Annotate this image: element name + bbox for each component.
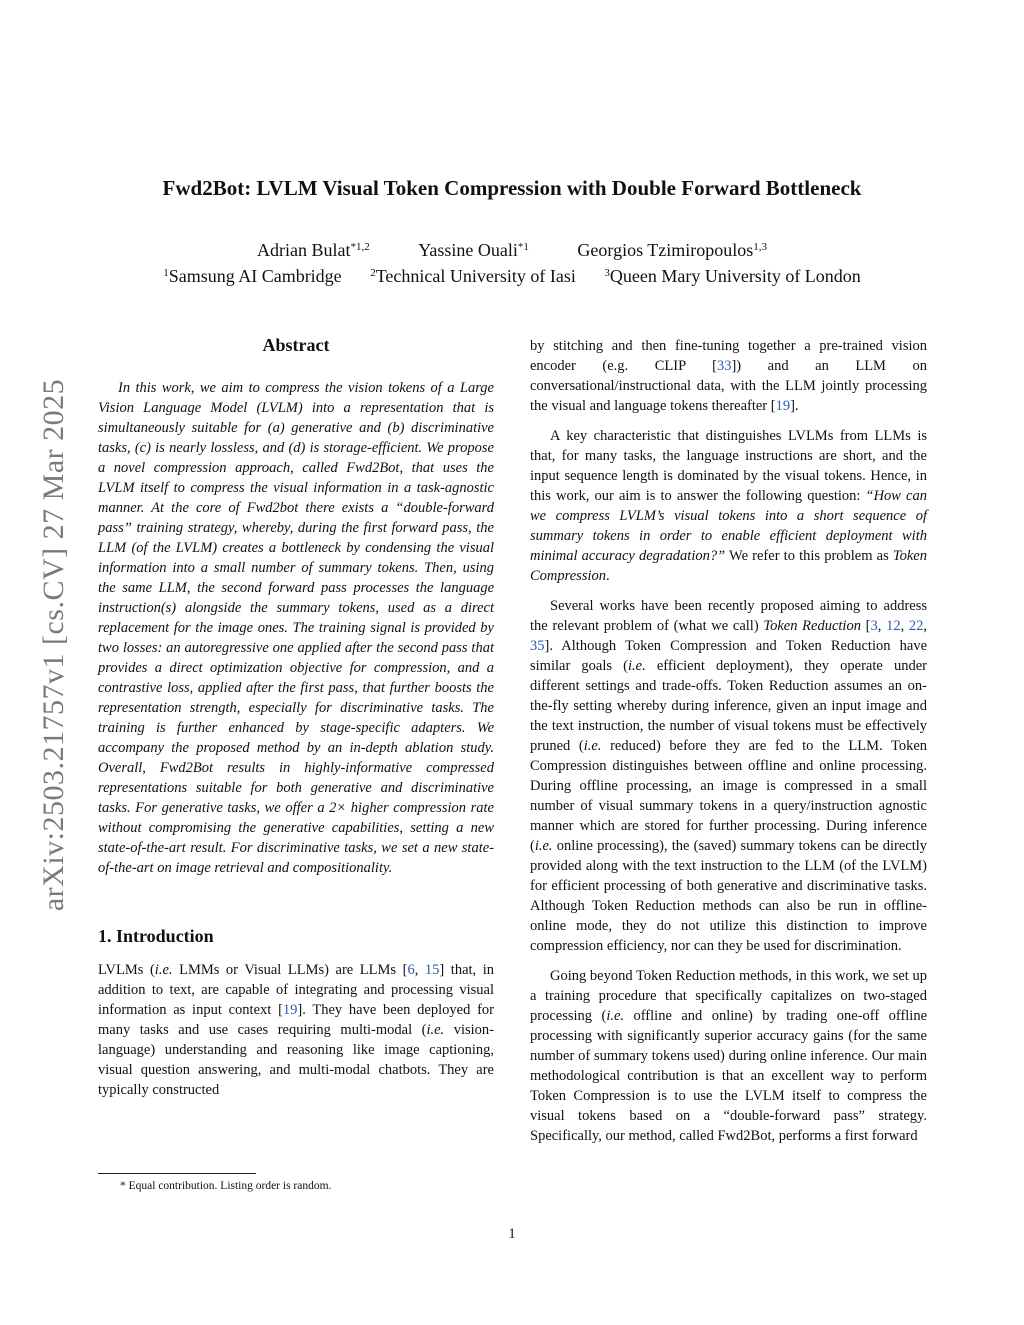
- page-number: 1: [508, 1226, 516, 1242]
- abstract-heading: Abstract: [262, 335, 330, 355]
- citation-link[interactable]: 35: [530, 638, 545, 654]
- body-paragraph: by stitching and then fine-tuning together a pre-trained vision encoder (e.g. CLIP [33]) and an LLM on conversational/instructional data, with the LLM jointly processing the visual and language tokens thereafter [19].: [530, 338, 927, 414]
- body-paragraph: Going beyond Token Reduction methods, in this work, we set up a training procedure that specifically capitalizes on two-staged processing (i.e. offline and online) by trading one-off offline processing with significantly superior accuracy gains (for the same number of summary tokens used) during online inference. Our main methodological contribution is that an excellent way to perform Token Compression is to use the LVLM itself to compress the visual tokens based on a “double-forward pass” strategy. Specifically, our method, called Fwd2Bot, performs a first forward: [530, 968, 928, 1144]
- paper-title: Fwd2Bot: LVLM Visual Token Compression with Double Forward Bottleneck: [162, 176, 862, 200]
- affiliation: $^3$Queen Mary University of London: [604, 266, 861, 286]
- affiliation: $^2$Technical University of Iasi: [370, 266, 576, 286]
- section-heading-introduction: 1. Introduction: [98, 926, 214, 946]
- abstract-text: In this work, we aim to compress the vision tokens of a Large Vision Language Model (LVLM) into a representation that is simultaneously suitable for (a) generative and (b) discriminative tasks, (c) is nearly lossless, and (d) is storage-efficient. We propose a novel compression approach, called Fwd2Bot, that uses the LVLM itself to compress the visual information in a task-agnostic manner. At the core of Fwd2bot there exists a “double-forward pass” training strategy, whereby, during the first forward pass, the LLM (of the LVLM) creates a bottleneck by condensing the visual information into a small number of summary tokens. Then, using the same LLM, the second forward pass processes the language instruction(s) alongside the summary tokens, used as a direct replacement for the image ones. The training signal is provided by two losses: an autoregressive one applied after the second pass that provides a direct optimization objective for compression, and a contrastive loss, applied after the first pass, that further boosts the representation strength, especially for discriminative tasks. The training is further enhanced by stage-specific adapters. We accompany the proposed method by an in-depth ablation study. Overall, Fwd2Bot results in highly-informative compressed representations suitable for both generative and discriminative tasks. For generative tasks, we offer a 2× higher compression rate without compromising the generative capabilities, setting a new state-of-the-art result. For discriminative tasks, we set a new state-of-the-art on image retrieval and compositionality.: [98, 380, 494, 876]
- body-paragraph: A key characteristic that distinguishes LVLMs from LLMs is that, for many tasks, the language instructions are short, and the input sequence length is dominated by the visual tokens. Hence, in this work, our aim is to answer the following question: “How can we compress LVLM’s visual tokens into a short sequence of summary tokens in order to enable efficient deployment with minimal accuracy degradation?” We refer to this problem as Token Compression.: [530, 428, 927, 584]
- citation-link[interactable]: 19: [282, 1002, 298, 1018]
- citation-link[interactable]: 22: [908, 618, 924, 634]
- author: Georgios Tzimiropoulos$^{1,3}$: [577, 240, 767, 260]
- citation-link[interactable]: 15: [424, 962, 440, 978]
- author: Yassine Ouali$^{*1}$: [418, 240, 529, 260]
- author: Adrian Bulat$^{*1,2}$: [257, 240, 370, 260]
- arxiv-stamp: arXiv:2503.21757v1 [cs.CV] 27 Mar 2025: [37, 378, 70, 912]
- citation-link[interactable]: 3: [870, 618, 878, 634]
- author-list: [0, 238, 1024, 262]
- body-paragraph: Several works have been recently proposed aiming to address the relevant problem of (what we call) Token Reduction [3, 12, 22, 35]. Although Token Compression and Token Reduction have similar goals (i.e. efficient deployment), they operate under different settings and trade-offs. Token Reduction assumes an on-the-fly setting whereby during inference, given an input image and the text instruction, the number of visual tokens must be effectively pruned (i.e. reduced) before they are fed to the LLM. Token Compression distinguishes between offline and online processing. During offline processing, an image is compressed in a small number of visual summary tokens in a query/instruction agnostic manner which are stored for further processing. During inference (i.e. online processing), the (saved) summary tokens can be directly provided along with the text instruction to the LLM (of the LVLM) for efficient processing of both generative and discriminative tasks. Although Token Reduction methods can also be run in offline-online mode, they do not utilize this distinction to improve compression efficiency, nor can they be used for discrimination.: [530, 598, 928, 954]
- citation-link[interactable]: 12: [886, 618, 901, 634]
- citation-link[interactable]: 6: [407, 962, 415, 978]
- footnote: * Equal contribution. Listing order is random.: [120, 1180, 332, 1192]
- citation-link[interactable]: 19: [775, 398, 791, 414]
- right-column: [530, 336, 927, 1146]
- affiliation-list: [0, 264, 1024, 288]
- intro-paragraph: LVLMs (i.e. LMMs or Visual LLMs) are LLMs [6, 15] that, in addition to text, are capable of integrating and processing visual information as input context [19]. They have been deployed for many tasks and use cases requiring multi-modal (i.e. vision-language) understanding and reasoning like image captioning, visual question answering, and multi-modal chatbots. They are typically constructed: [98, 962, 494, 1098]
- citation-link[interactable]: 33: [716, 358, 732, 374]
- footnote-divider: [98, 1173, 256, 1174]
- left-column: [98, 333, 494, 1100]
- affiliation: $^1$Samsung AI Cambridge: [163, 266, 342, 286]
